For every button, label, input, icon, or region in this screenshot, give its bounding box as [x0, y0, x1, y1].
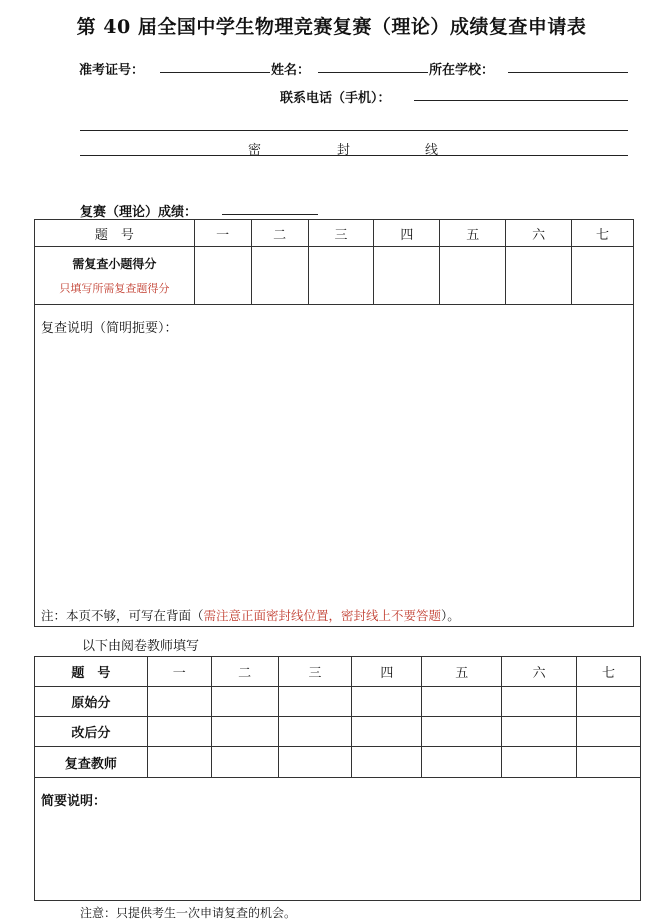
- table2-row-revised: [35, 717, 641, 747]
- table1-score-cell[interactable]: [194, 247, 251, 305]
- exam-id-label: 准考证号：: [79, 63, 145, 78]
- table2-cell[interactable]: [278, 747, 352, 778]
- seal-char-feng: 封: [337, 143, 351, 158]
- table2-cell[interactable]: [352, 717, 422, 747]
- table2-row-label: 复查教师: [35, 747, 148, 778]
- table2-cell[interactable]: [577, 717, 641, 747]
- table2-col-6: 六: [502, 657, 577, 687]
- table2-cell[interactable]: [502, 717, 577, 747]
- explanation-label: 复查说明（简明扼要）：: [41, 321, 178, 336]
- note-suffix: ）。: [441, 608, 460, 623]
- school-field[interactable]: [508, 58, 628, 73]
- explanation-box[interactable]: [34, 304, 634, 627]
- table2-cell[interactable]: [577, 687, 641, 717]
- seal-char-mi: 密: [248, 143, 262, 158]
- table1-score-cell[interactable]: [251, 247, 308, 305]
- note-red: 需注意正面密封线位置，密封线上不要答题: [203, 608, 442, 623]
- table1-col-5: 五: [440, 220, 506, 247]
- table2-cell[interactable]: [147, 687, 211, 717]
- table2-col-3: 三: [278, 657, 352, 687]
- table2-cell[interactable]: [422, 717, 502, 747]
- table1-col-1: 一: [194, 220, 251, 247]
- table2-row-original: [35, 687, 641, 717]
- table1-head-label: 题 号: [35, 220, 195, 247]
- table2-col-2: 二: [211, 657, 278, 687]
- table2-col-7: 七: [577, 657, 641, 687]
- table2-row-label: 原始分: [35, 687, 148, 717]
- table1-col-7: 七: [572, 220, 634, 247]
- table2-row-label: 改后分: [35, 717, 148, 747]
- table2-cell[interactable]: [502, 747, 577, 778]
- table2-cell[interactable]: [211, 687, 278, 717]
- table1-row-label: 需复查小题得分: [72, 257, 157, 271]
- seal-line-top: [80, 130, 628, 131]
- table1-score-cell[interactable]: [572, 247, 634, 305]
- table1-score-cell[interactable]: [308, 247, 374, 305]
- table1-score-row: [35, 247, 634, 305]
- table2-cell[interactable]: [147, 747, 211, 778]
- table2-cell[interactable]: [577, 747, 641, 778]
- table2-cell[interactable]: [211, 747, 278, 778]
- exam-id-field[interactable]: [160, 58, 270, 73]
- brief-explanation-box[interactable]: [34, 777, 641, 901]
- table2-col-1: 一: [147, 657, 211, 687]
- table1-score-cell[interactable]: [506, 247, 572, 305]
- table2-col-5: 五: [422, 657, 502, 687]
- note-prefix: 注：本页不够，可写在背面（: [41, 608, 204, 623]
- score-label: 复赛（理论）成绩：: [80, 205, 198, 220]
- teacher-table: [34, 656, 641, 778]
- seal-line-bottom: [80, 155, 628, 156]
- name-field[interactable]: [318, 58, 428, 73]
- table2-cell[interactable]: [352, 747, 422, 778]
- name-label: 姓名：: [271, 63, 311, 78]
- table1-col-2: 二: [251, 220, 308, 247]
- score-field[interactable]: [222, 200, 318, 215]
- table1-score-cell[interactable]: [374, 247, 440, 305]
- table2-cell[interactable]: [422, 687, 502, 717]
- school-label: 所在学校：: [429, 63, 495, 78]
- table1-header-row: [35, 220, 634, 247]
- table1-row-label-cell: [35, 247, 195, 305]
- table1-score-cell[interactable]: [440, 247, 506, 305]
- table2-cell[interactable]: [502, 687, 577, 717]
- explanation-note: [41, 606, 460, 624]
- table2-header-row: [35, 657, 641, 687]
- phone-label: 联系电话（手机）：: [280, 91, 391, 106]
- footer-note: 注意：只提供考生一次申请复查的机会。: [80, 906, 297, 920]
- seal-char-xian: 线: [425, 143, 439, 158]
- table1-row-hint: 只填写所需复查题得分: [59, 282, 170, 295]
- review-request-table: [34, 219, 634, 305]
- phone-field[interactable]: [414, 86, 628, 101]
- table2-col-4: 四: [352, 657, 422, 687]
- table2-cell[interactable]: [278, 687, 352, 717]
- form-title: 第 40 届全国中学生物理竞赛复赛（理论）成绩复查申请表: [76, 16, 587, 38]
- table2-cell[interactable]: [278, 717, 352, 747]
- table1-col-3: 三: [308, 220, 374, 247]
- teacher-section-label: 以下由阅卷教师填写: [82, 639, 200, 654]
- brief-label: 简要说明：: [41, 794, 107, 809]
- table2-cell[interactable]: [211, 717, 278, 747]
- table2-head-label: 题 号: [35, 657, 148, 687]
- table2-cell[interactable]: [352, 687, 422, 717]
- table2-cell[interactable]: [422, 747, 502, 778]
- table2-row-teacher: [35, 747, 641, 778]
- table1-col-4: 四: [374, 220, 440, 247]
- table1-col-6: 六: [506, 220, 572, 247]
- table2-cell[interactable]: [147, 717, 211, 747]
